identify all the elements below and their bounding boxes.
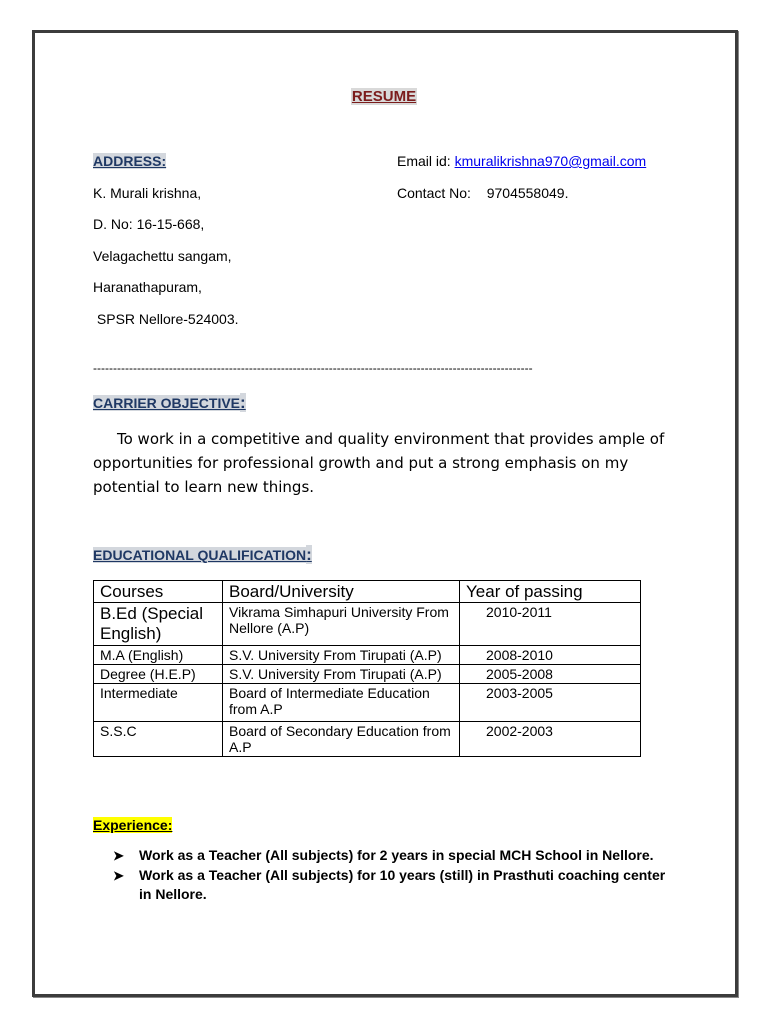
experience-text: Work as a Teacher (All subjects) for 10 years (still) in Prasthuti coaching center in Nellore. (139, 867, 666, 902)
contact-row (397, 185, 568, 201)
table-row (94, 722, 641, 757)
email-row (397, 153, 646, 169)
arrow-bullet-icon: ➤ (113, 868, 124, 883)
year-cell: 2003-2005 (460, 684, 641, 722)
address-line: K. Murali krishna, (93, 185, 202, 201)
list-item (113, 866, 673, 904)
contact-label: Contact No: (397, 185, 471, 201)
table-row (94, 603, 641, 646)
course-cell: B.Ed (Special English) (94, 603, 223, 646)
board-cell: Board of Secondary Education from A.P (223, 722, 460, 757)
column-header-board: Board/University (223, 581, 460, 603)
education-table (93, 580, 641, 757)
arrow-bullet-icon: ➤ (113, 848, 124, 863)
address-line: Velagachettu sangam, (93, 248, 232, 264)
table-header-row (94, 581, 641, 603)
table-row (94, 665, 641, 684)
experience-list (113, 846, 673, 905)
year-cell: 2005-2008 (460, 665, 641, 684)
board-cell: S.V. University From Tirupati (A.P) (223, 646, 460, 665)
email-link[interactable]: kmuralikrishna970@gmail.com (454, 153, 647, 169)
year-cell: 2010-2011 (460, 603, 641, 646)
experience-heading: Experience: (93, 817, 173, 833)
board-cell: S.V. University From Tirupati (A.P) (223, 665, 460, 684)
table-row (94, 684, 641, 722)
resume-title: RESUME (351, 88, 417, 105)
table-row (94, 646, 641, 665)
column-header-year: Year of passing (460, 581, 641, 603)
course-cell: Degree (H.E.P) (94, 665, 223, 684)
divider-line: -------------------------------------------------------------------------------------------------------------- (93, 361, 533, 375)
course-cell: Intermediate (94, 684, 223, 722)
address-line: SPSR Nellore-524003. (93, 311, 239, 327)
objective-heading: CARRIER OBJECTIVE: (93, 393, 246, 412)
education-heading: EDUCATIONAL QUALIFICATION: (93, 545, 312, 564)
contact-number: 9704558049. (486, 185, 569, 201)
objective-text: To work in a competitive and quality environment that provides ample of opportunities for professional growth and put a strong emphasis on my potential to learn new things. (93, 430, 665, 496)
email-label: Email id: (397, 153, 455, 169)
board-cell: Vikrama Simhapuri University From Nellore (A.P) (223, 603, 460, 646)
list-item (113, 846, 673, 865)
board-cell: Board of Intermediate Education from A.P (223, 684, 460, 722)
experience-text: Work as a Teacher (All subjects) for 2 years in special MCH School in Nellore. (139, 847, 654, 863)
address-heading: ADDRESS: (93, 153, 167, 169)
year-cell: 2008-2010 (460, 646, 641, 665)
column-header-courses: Courses (94, 581, 223, 603)
address-line: D. No: 16-15-668, (93, 216, 205, 232)
year-cell: 2002-2003 (460, 722, 641, 757)
address-line: Haranathapuram, (93, 279, 202, 295)
course-cell: M.A (English) (94, 646, 223, 665)
course-cell: S.S.C (94, 722, 223, 757)
